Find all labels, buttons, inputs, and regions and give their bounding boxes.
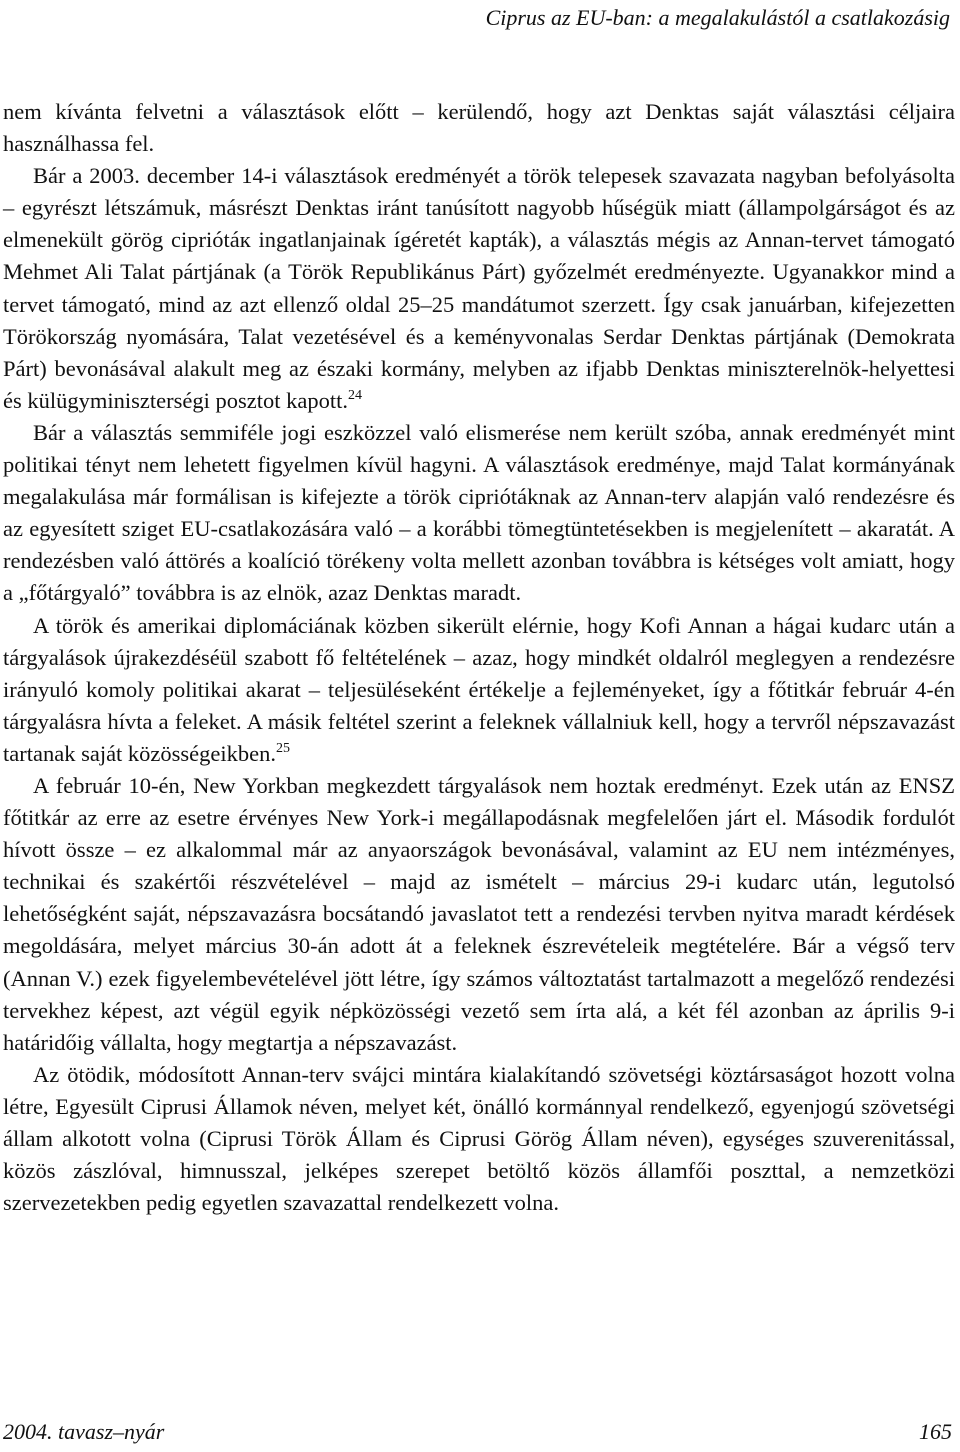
page-number: 165 — [919, 1419, 952, 1444]
paragraph-text: Bár a 2003. december 14-i választások eredményét a török telepesek szavazata nagyban befolyásolta – egyrészt létszámuk, másrészt Denktas iránt tanúsított nagyobb hűségük miatt (állampolgárságot és az elmenekült görög cipriótáк ingatlanjainak ígéretét kapták), a választás mégis az Annan-tervet támogató Mehmet Ali Talat pártjának (a Török Republikánus Párt) győzelmét eredményezte. Ugyanakkor mind a tervet támogató, mind az azt ellenző oldal 25–25 mandátumot szerzett. Így csak januárban, kifejezetten Törökország nyomására, Talat vezetésével és a keményvonalas Serdar Denktas pártjának (Demokrata Párt) bevonásával alakult meg az északi kormány, melyben az ifjabb Denktas miniszterelnök-helyettesi és külügyminiszterségi posztot kapott. — [3, 163, 955, 413]
paragraph — [3, 96, 955, 160]
paragraph — [3, 417, 955, 610]
footnote-reference[interactable]: 25 — [276, 740, 291, 756]
paragraph-text: A február 10-én, New Yorkban megkezdett tárgyalások nem hoztak eredményt. Ezek után az ENSZ főtitkár az erre az esetre érvényes New York-i megállapodásnak megfelelően járt el. Második fordulót hívott össze – ez alkalommal már az anyaországok bevonásával, valamint az EU nem intézményes, technikai és szakértői részvételével – majd az ismételt – március 29-i kudarc után, legutolsó lehetőségként saját, népszavazásra bocsátandó javaslatot tett a rendezési tervben nyitva maradt kérdések megoldására, melyet március 30-án adott át a feleknek észrevételeik megtételére. Bár a végső terv (Annan V.) ezek figyelembevételével jött létre, így számos változtatást tartalmazott a megelőző rendezési tervekhez képest, azt végül egyik népközösségi vezető sem írta alá, a két fél azonban az április 9-i határidőig vállalta, hogy megtartja a népszavazást. — [3, 772, 955, 1055]
paragraph-text: Bár a választás semmiféle jogi eszközzel való elismerése nem került szóba, annak eredményét mint politikai tényt nem lehetett figyelmen kívül hagyni. A választások eredménye, majd Talat kormányának megalakulása már formálisan is kifejezte a török cipriótáknak az Annan-terv alapján való rendezésre és az egyesített sziget EU-csatlakozására való – a korábbi tömegtüntetésekben is megjelenített – akaratát. A rendezésben való áttörés a koalíció törékeny volta mellett azonban továbbra is kétséges volt amiatt, hogy a „főtárgyaló” továbbra is az elnök, azaz Denktas maradt. — [3, 419, 955, 606]
paragraph — [3, 610, 955, 770]
paragraph — [3, 1059, 955, 1219]
footer-issue: 2004. tavasz–nyár — [3, 1419, 165, 1444]
footnote-reference[interactable]: 24 — [347, 387, 362, 403]
paragraph — [3, 770, 955, 1059]
running-header: Ciprus az EU-ban: a megalakulástól a csatlakozásig — [485, 5, 950, 30]
paragraph-text: nem kívánta felvetni a választások előtt – kerülendő, hogy azt Denktas saját választási céljaira használhassa fel. — [3, 99, 955, 157]
paragraph — [3, 160, 955, 417]
paragraph-text: A török és amerikai diplomáciának közben sikerült elérnie, hogy Kofi Annan a hágai kudarc után a tárgyalások újrakezdéséül szabott fő feltételének – azaz, hogy mindkét oldalról meglegyen a rendezésre irányuló komoly politikai akarat – teljesüléseként értékelje a fejleményeket, így a főtitkár február 4-én tárgyalásra hívta a feleket. A másik feltétel szerint a feleknek vállalniuk kell, hogy a tervről népszavazást tartanak saját közösségeikben. — [3, 612, 955, 766]
article-body — [3, 96, 955, 1219]
paragraph-text: Az ötödik, módosított Annan-terv svájci mintára kialakítandó szövetségi köztársaságot hozott volna létre, Egyesült Ciprusi Államok néven, melyet két, önálló kormánnyal rendelkező, egyenjogú szövetségi állam alkotott volna (Ciprusi Török Állam és Ciprusi Görög Állam néven), egységes szuverenitással, közös zászlóval, himnusszal, jelképes szerepet betöltő közös államfői poszttal, a nemzetközi szervezetekben pedig egyetlen szavazattal rendelkezett volna. — [3, 1061, 955, 1216]
